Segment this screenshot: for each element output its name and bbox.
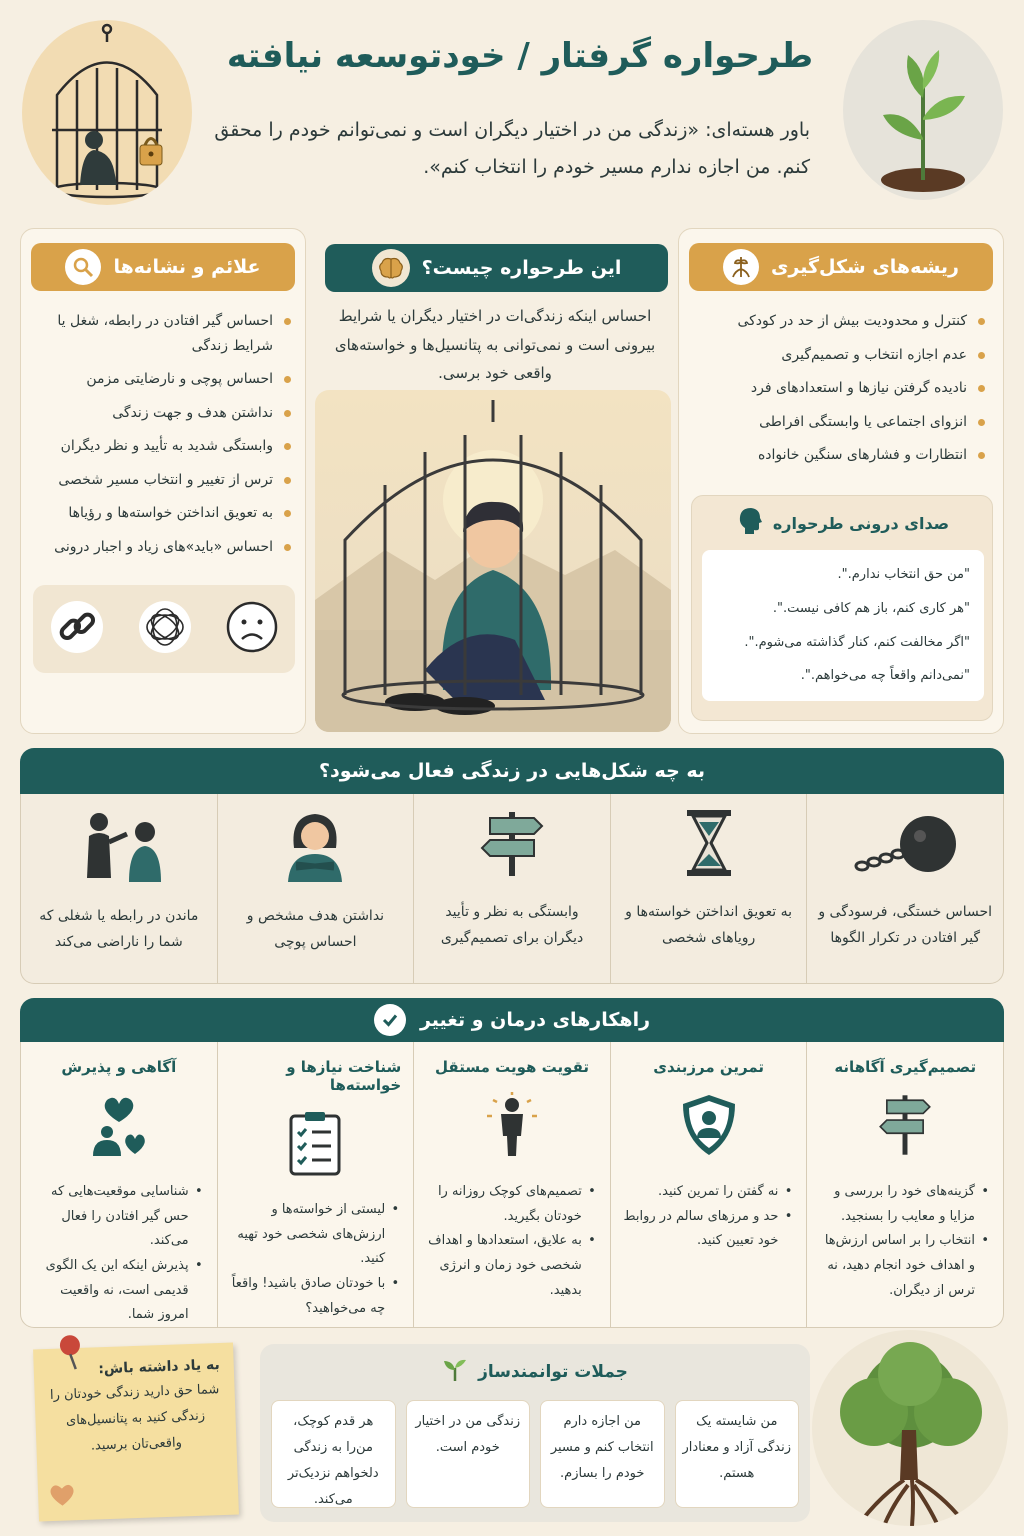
strategy-title: تمرین مرزبندی: [653, 1058, 765, 1076]
inner-voice-box: [691, 495, 993, 721]
inner-voice-quotes: [702, 550, 984, 701]
list-item: • لیستی از خواسته‌ها و ارزش‌های شخصی خود تهیه کنید.: [230, 1198, 402, 1272]
life-caption: وابستگی به نظر و تأیید دیگران برای تصمیم‌گیری: [440, 904, 584, 946]
affirmations-title: جملات توانمندساز: [478, 1362, 628, 1382]
affirmation-card: من شایسته یک زندگی آزاد و معنادار هستم.: [675, 1400, 800, 1508]
list-item: ترس از تغییر و انتخاب مسیر شخصی: [33, 468, 295, 493]
affirmation-card: زندگی من در اختیار خودم است.: [406, 1400, 531, 1508]
affirmation-card: من اجازه دارم انتخاب کنم و مسیر خودم را بسازم.: [540, 1400, 665, 1508]
affirmation-card: هر قدم کوچک، من‌را به زندگی دلخواهم نزدیک‌تر می‌کند.: [271, 1400, 396, 1508]
inner-voice-title: صدای درونی طرحواره: [772, 513, 950, 533]
list-item: • پذیرش اینکه این یک الگوی قدیمی است، نه واقعیت امروز شما.: [33, 1254, 205, 1328]
list-item: • به علایق، استعدادها و اهداف شخصی خود زمان و انرژی بدهید.: [426, 1229, 598, 1303]
list-item: انزوای اجتماعی یا وابستگی افراطی: [697, 410, 989, 435]
strategy-item: [413, 1042, 610, 1327]
what-description: احساس اینکه زندگی‌ات در اختیار دیگران یا شرایط بیرونی است و نمی‌توانی به پتانسیل‌ها و خواسته‌های واقعی خود برسی.: [334, 307, 656, 382]
tangled-thread-icon: [136, 598, 194, 660]
life-caption: به تعویق انداختن خواسته‌ها و رویاهای شخصی: [625, 904, 793, 946]
strategy-item: [21, 1042, 217, 1327]
list-item: به تعویق انداختن خواسته‌ها و رؤیاها: [33, 501, 295, 526]
reminder-note: [33, 1343, 239, 1522]
check-circle-icon: [374, 1004, 406, 1036]
signs-card: [20, 228, 306, 734]
affirmations-header: [260, 1358, 810, 1386]
strategy-title: آگاهی و پذیرش: [61, 1058, 177, 1076]
sad-face-icon: [224, 599, 280, 659]
page-title: طرحواره گرفتار / خودتوسعه نیافته: [226, 36, 814, 76]
strategy-title: تصمیم‌گیری آگاهانه: [834, 1058, 977, 1076]
reminder-title: به یاد داشته باش:: [98, 1357, 220, 1378]
life-caption: احساس خستگی، فرسودگی و گیر افتادن در تکرار الگوها: [818, 904, 993, 946]
hourglass-icon: [679, 808, 739, 882]
strategy-bullets: [33, 1180, 205, 1328]
signpost-icon: [472, 808, 552, 882]
what-header: [325, 244, 668, 292]
life-columns: [20, 794, 1004, 984]
life-item: [217, 794, 414, 983]
quote-item: "اگر مخالفت کنم، کنار گذاشته می‌شوم.".: [744, 634, 970, 650]
strategies-band: [20, 998, 1004, 1042]
roots-header: [689, 243, 993, 291]
strategy-title: شناخت نیازها و خواسته‌ها: [286, 1058, 402, 1094]
life-item: [413, 794, 610, 983]
life-band: [20, 748, 1004, 794]
strategy-bullets: [623, 1180, 795, 1254]
strategies-title: راهکارهای درمان و تغییر: [419, 1009, 651, 1031]
strategy-item: [610, 1042, 807, 1327]
strategies-columns: [20, 1042, 1004, 1328]
ball-and-chain-icon: [850, 808, 960, 882]
chain-icon: [48, 598, 106, 660]
push-pin-icon: [55, 1334, 86, 1375]
caged-person-illustration: [22, 20, 192, 205]
tree-illustration: [812, 1330, 1008, 1526]
signpost-icon: [872, 1092, 938, 1162]
list-item: عدم اجازه انتخاب و تصمیم‌گیری: [697, 343, 989, 368]
core-belief: باور هسته‌ای: «زندگی من در اختیار دیگران است و نمی‌توانم خودم را محقق کنم. من اجازه ندارم مسیر خودم را انتخاب کنم».: [214, 119, 810, 179]
self-love-icon: [85, 1092, 153, 1162]
caged-man-illustration: [315, 390, 671, 732]
life-caption: ماندن در رابطه یا شغلی که شما را ناراضی می‌کند: [39, 908, 199, 950]
strategy-item: [217, 1042, 414, 1327]
life-item: [610, 794, 807, 983]
reminder-text: شما حق دارید زندگی خودتان را زندگی کنید به پتانسیل‌های واقعی‌تان برسید.: [49, 1382, 220, 1454]
brain-icon: [372, 249, 410, 287]
seedling-icon: [442, 1358, 468, 1386]
heart-icon: [48, 1482, 77, 1511]
list-item: • گزینه‌های خود را بررسی و مزایا و معایب را بسنجید.: [819, 1180, 991, 1229]
list-item: احساس «باید»های زیاد و اجبار درونی: [33, 535, 295, 560]
signs-icons-row: [33, 585, 295, 673]
quote-item: "هر کاری کنم، باز هم کافی نیست.".: [772, 600, 970, 616]
life-item: [806, 794, 1003, 983]
list-item: انتظارات و فشارهای سنگین خانواده: [697, 443, 989, 468]
list-item: • شناسایی موقعیت‌هایی که حس گیر افتادن را فعال می‌کند.: [33, 1180, 205, 1254]
list-item: • انتخاب را بر اساس ارزش‌ها و اهداف خود انجام دهید، نه ترس از دیگران.: [819, 1229, 991, 1303]
roots-list: [697, 309, 989, 477]
list-item: • تصمیم‌های کوچک روزانه را خودتان بگیرید.: [426, 1180, 598, 1229]
strategy-bullets: [426, 1180, 598, 1303]
what-title: این طرحواره چیست؟: [421, 257, 622, 279]
signs-header: [31, 243, 295, 291]
signs-list: [33, 309, 295, 568]
checklist-icon: [287, 1110, 343, 1180]
confident-person-icon: [479, 1092, 545, 1162]
strategy-bullets: [230, 1198, 402, 1321]
list-item: احساس پوچی و نارضایتی مزمن: [33, 367, 295, 392]
quote-item: "من حق انتخاب ندارم.".: [837, 567, 970, 582]
inner-voice-header: [692, 506, 994, 540]
affirmation-cards: [266, 1400, 804, 1508]
roots-title: ریشه‌های شکل‌گیری: [771, 256, 959, 278]
roots-icon: [723, 249, 759, 285]
life-title: به چه شکل‌هایی در زندگی فعال می‌شود؟: [318, 760, 706, 782]
arguing-people-icon: [69, 808, 169, 886]
magnifier-icon: [65, 249, 101, 285]
list-item: • حد و مرزهای سالم در روابط خود تعیین کنید.: [623, 1205, 795, 1254]
sprout-illustration: [843, 20, 1003, 200]
list-item: نداشتن هدف و جهت زندگی: [33, 401, 295, 426]
roots-card: [678, 228, 1004, 734]
shield-person-icon: [679, 1092, 739, 1162]
list-item: وابستگی شدید به تأیید و نظر دیگران: [33, 434, 295, 459]
quote-item: "نمی‌دانم واقعاً چه می‌خواهم.".: [800, 668, 970, 684]
signs-title: علائم و نشانه‌ها: [113, 256, 261, 278]
list-item: نادیده گرفتن نیازها و استعدادهای فرد: [697, 376, 989, 401]
head-silhouette-icon: [737, 506, 763, 540]
list-item: کنترل و محدودیت بیش از حد در کودکی: [697, 309, 989, 334]
life-caption: نداشتن هدف مشخص و احساس پوچی: [246, 908, 385, 950]
strategy-bullets: [819, 1180, 991, 1303]
life-item: [21, 794, 217, 983]
list-item: احساس گیر افتادن در رابطه، شغل یا شرایط زندگی: [33, 309, 295, 358]
affirmations-panel: [260, 1344, 810, 1522]
list-item: • نه گفتن را تمرین کنید.: [623, 1180, 795, 1205]
strategy-title: تقویت هویت مستقل: [435, 1058, 589, 1076]
sad-woman-icon: [280, 808, 350, 886]
list-item: • با خودتان صادق باشید! واقعاً چه می‌خواهید؟: [230, 1272, 402, 1321]
strategy-item: [806, 1042, 1003, 1327]
